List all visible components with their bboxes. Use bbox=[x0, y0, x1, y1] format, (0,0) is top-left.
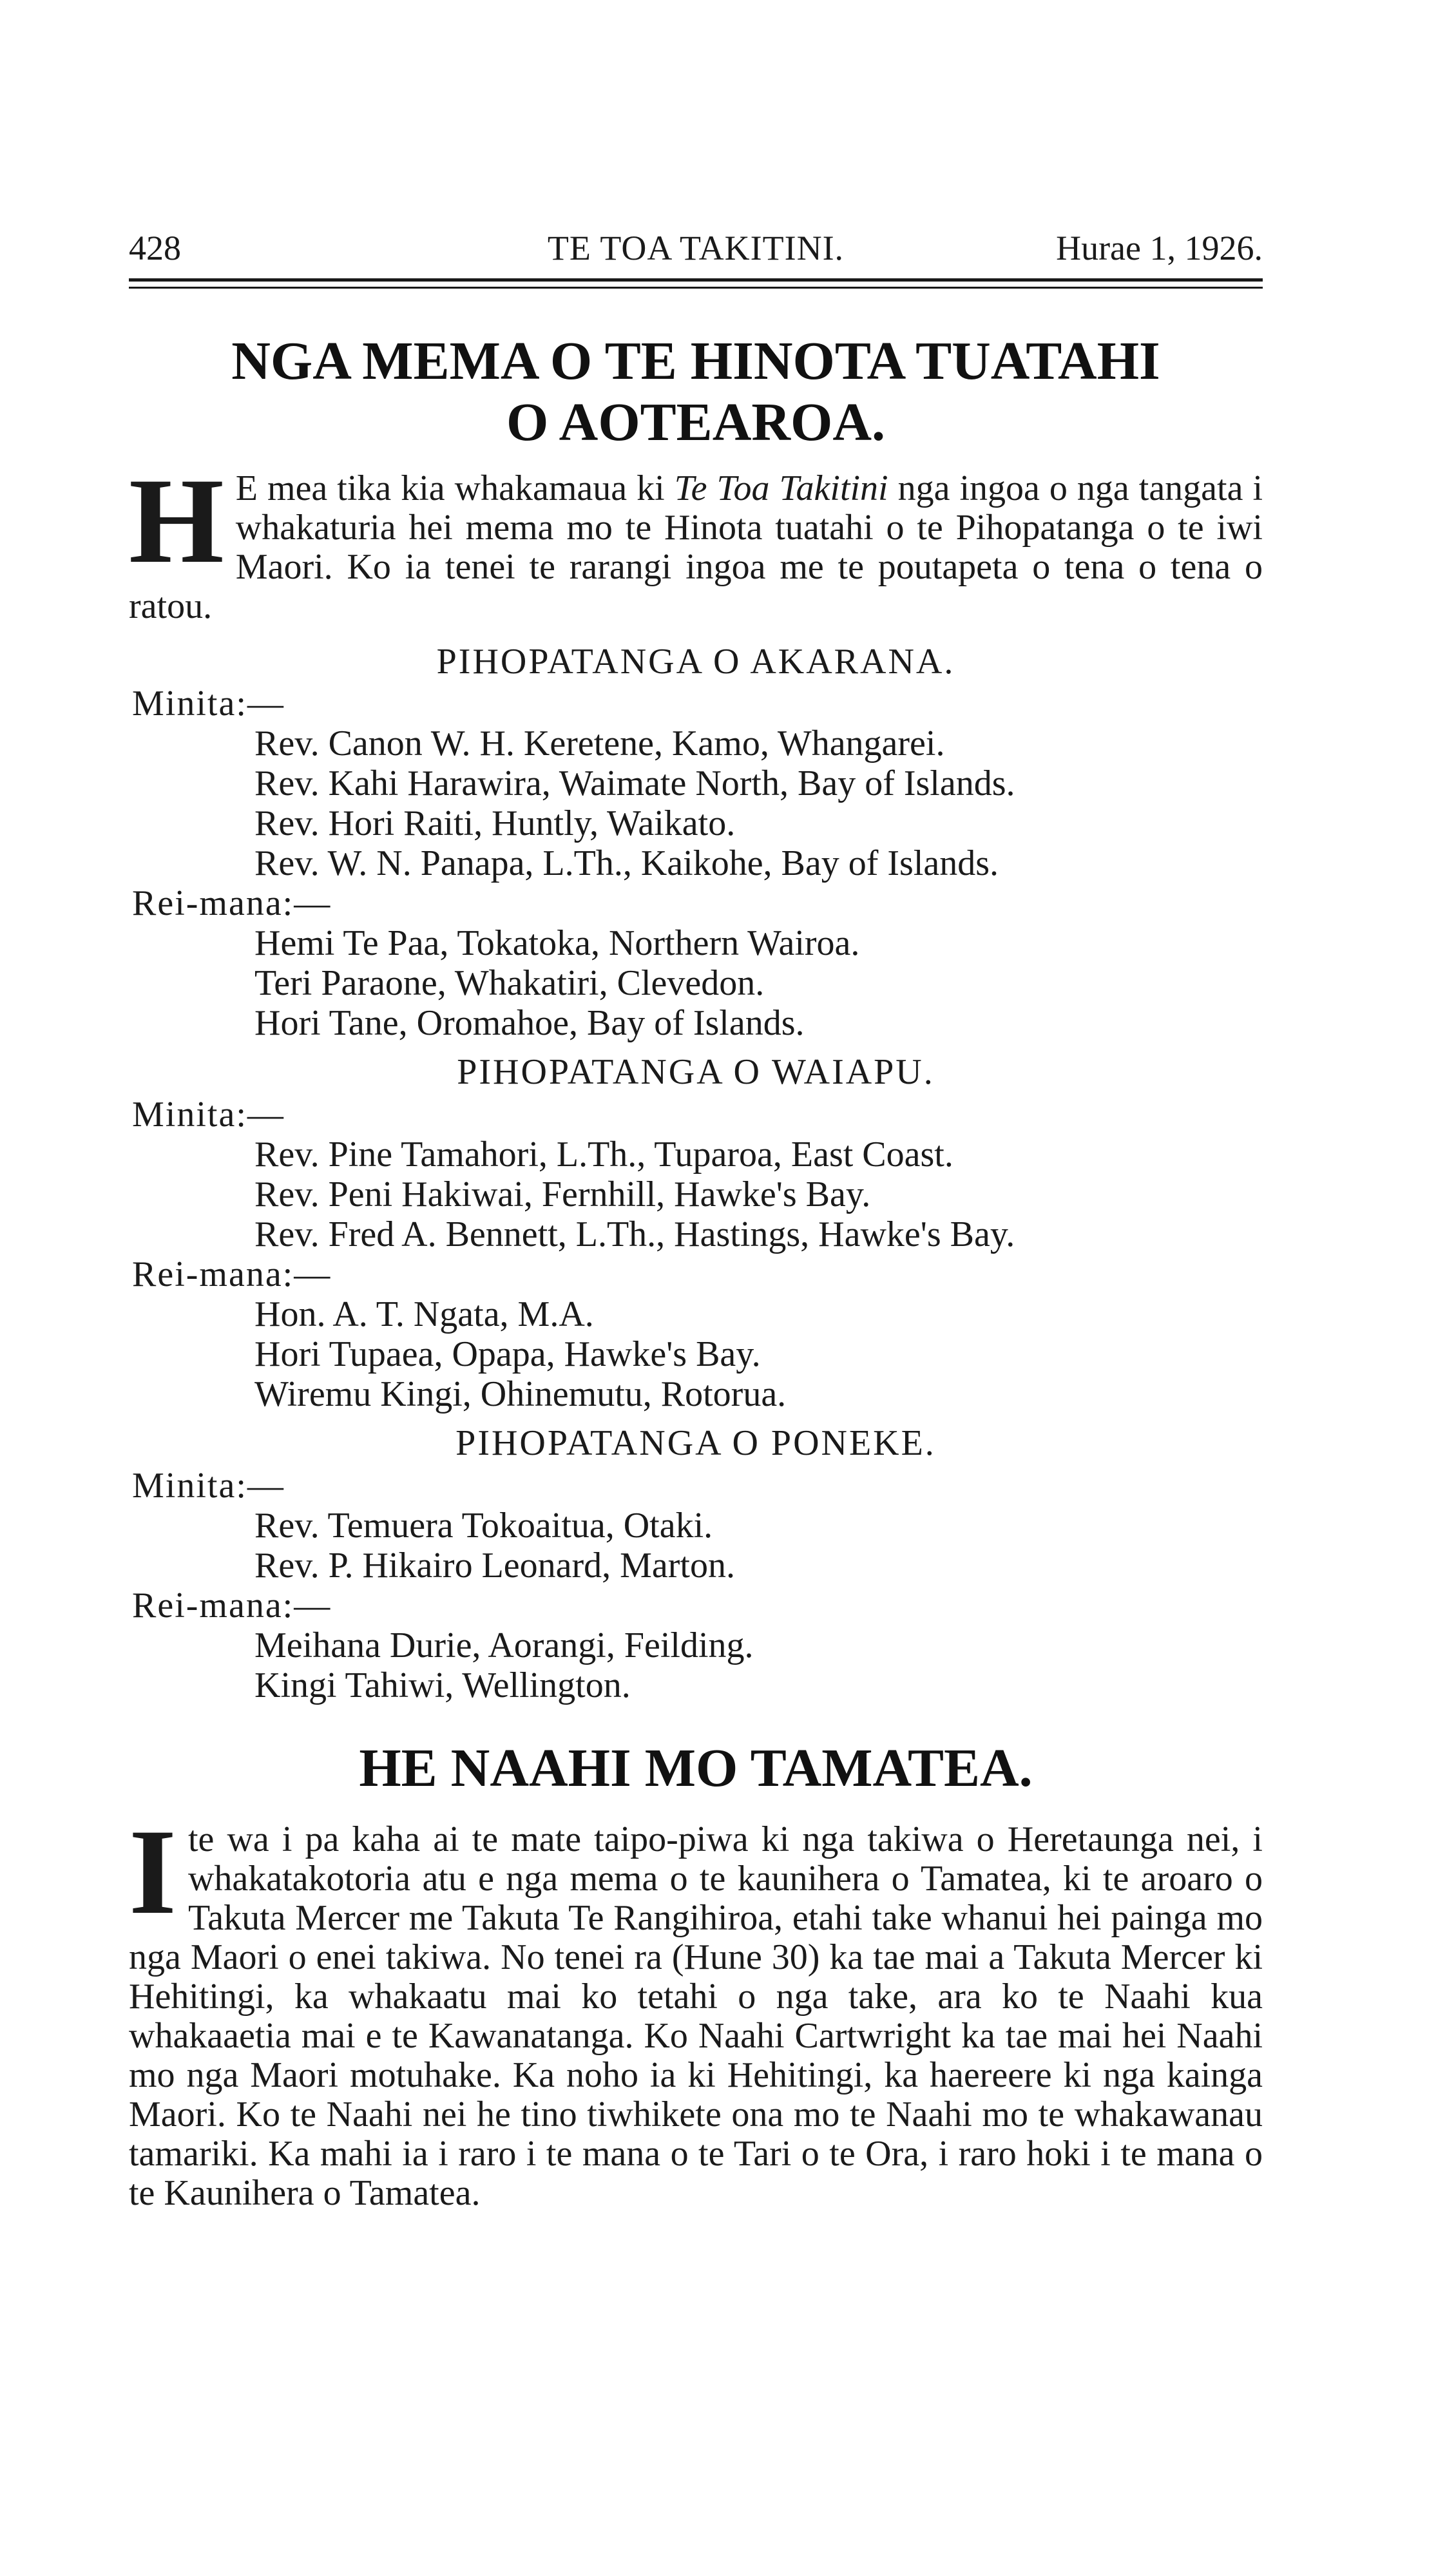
member-entry: Meihana Durie, Aorangi, Feilding. bbox=[254, 1625, 754, 1665]
minita-label: Minita:— bbox=[132, 684, 285, 724]
article-title-naahi: HE NAAHI MO TAMATEA. bbox=[359, 1738, 1033, 1798]
member-entry: Rev. Hori Raiti, Huntly, Waikato. bbox=[254, 803, 736, 843]
minita-label: Minita:— bbox=[132, 1095, 285, 1135]
section-title-akarana: PIHOPATANGA O AKARANA. bbox=[436, 642, 955, 682]
article-body-text: te wa i pa kaha ai te mate taipo-piwa ki nga takiwa o Heretaunga nei, i whakatakotoria atu e nga mema o te kaunihera o Tamatea, ki te aroaro o Takuta Mercer me Takuta Te Rangihiroa, etahi take whanui hei painga mo nga Maori o enei takiwa. No tenei ra (Hune 30) ka tae mai a Takuta Mercer ki Hehitingi, ka whakaatu mai ko tetahi o nga take, ara ko te Naahi kua whakaaetia mai e te Kawanatanga. Ko Naahi Cartwright ka tae mai hei Naahi mo nga Maori motuhake. Ka noho ia ki Hehitingi, ka haereere ki nga kainga Maori. Ko te Naahi nei he tino tiwhikete ona mo te Naahi mo te whakawanau tamariki. Ka mahi ia i raro i te mana o te Tari o te Ora, i raro hoki i te mana o te Kaunihera o Tamatea. bbox=[129, 1819, 1263, 2213]
member-entry: Wiremu Kingi, Ohinemutu, Rotorua. bbox=[254, 1374, 787, 1414]
drop-cap: H bbox=[129, 454, 224, 589]
intro-text-2: nga ingoa o nga tangata i whakaturia hei mema mo te Hinota tuatahi o te Pihopatanga o te iwi Maori. Ko ia tenei te rarangi ingoa me te poutapeta o tena o tena o ratou. bbox=[129, 468, 1263, 626]
intro-italic-title: Te Toa Takitini bbox=[674, 468, 888, 508]
member-entry: Rev. Fred A. Bennett, L.Th., Hastings, Hawke's Bay. bbox=[254, 1214, 1015, 1254]
member-entry: Teri Paraone, Whakatiri, Clevedon. bbox=[254, 963, 765, 1003]
header-rule-bottom bbox=[129, 287, 1263, 289]
member-entry: Hon. A. T. Ngata, M.A. bbox=[254, 1294, 594, 1334]
reimana-label: Rei-mana:— bbox=[132, 1254, 332, 1294]
page-number: 428 bbox=[129, 229, 181, 267]
publication-title: TE TOA TAKITINI. bbox=[547, 229, 845, 267]
issue-date: Hurae 1, 1926. bbox=[1056, 229, 1263, 267]
member-entry: Rev. Kahi Harawira, Waimate North, Bay of Islands. bbox=[254, 763, 1015, 803]
member-entry: Rev. P. Hikairo Leonard, Marton. bbox=[254, 1546, 735, 1586]
member-entry: Kingi Tahiwi, Wellington. bbox=[254, 1665, 631, 1705]
section-title-poneke: PIHOPATANGA O PONEKE. bbox=[455, 1423, 936, 1463]
member-entry: Rev. W. N. Panapa, L.Th., Kaikohe, Bay of Islands. bbox=[254, 843, 999, 883]
reimana-label: Rei-mana:— bbox=[132, 1586, 332, 1625]
reimana-label: Rei-mana:— bbox=[132, 883, 332, 923]
member-entry: Hori Tupaea, Opapa, Hawke's Bay. bbox=[254, 1334, 761, 1374]
running-header bbox=[129, 222, 1263, 274]
member-entry: Rev. Peni Hakiwai, Fernhill, Hawke's Bay. bbox=[254, 1174, 871, 1214]
header-rule-top bbox=[129, 278, 1263, 282]
minita-label: Minita:— bbox=[132, 1466, 285, 1506]
article-intro bbox=[129, 454, 1263, 626]
article-title-line-1: NGA MEMA O TE HINOTA TUATAHI bbox=[231, 331, 1160, 391]
article-body-naahi bbox=[129, 1805, 1263, 2213]
article-title-line-2: O AOTEAROA. bbox=[506, 392, 886, 452]
drop-cap: I bbox=[129, 1805, 177, 1940]
member-entry: Rev. Pine Tamahori, L.Th., Tuparoa, East Coast. bbox=[254, 1135, 953, 1174]
member-entry: Rev. Temuera Tokoaitua, Otaki. bbox=[254, 1506, 713, 1546]
member-entry: Hemi Te Paa, Tokatoka, Northern Wairoa. bbox=[254, 923, 860, 963]
member-entry: Hori Tane, Oromahoe, Bay of Islands. bbox=[254, 1003, 805, 1043]
intro-text-1: E mea tika kia whakamaua ki bbox=[235, 468, 675, 508]
section-title-waiapu: PIHOPATANGA O WAIAPU. bbox=[457, 1052, 935, 1092]
member-entry: Rev. Canon W. H. Keretene, Kamo, Whangarei. bbox=[254, 724, 945, 763]
